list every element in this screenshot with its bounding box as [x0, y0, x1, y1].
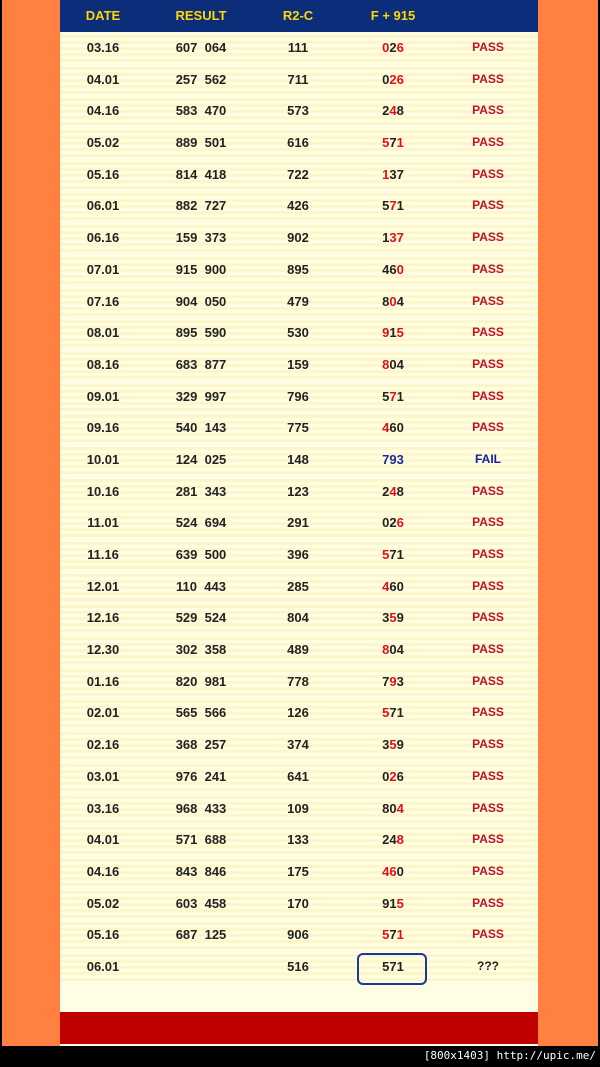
cell-f915 — [356, 222, 430, 254]
cell-date: 08.16 — [86, 356, 120, 372]
status-badge: PASS — [472, 515, 504, 530]
table-row — [60, 222, 538, 254]
cell-result — [156, 951, 246, 983]
table-row — [60, 32, 538, 64]
cell-date: 04.16 — [86, 103, 120, 119]
f915-digit: 8 — [396, 103, 404, 119]
cell-r2c: 796 — [287, 388, 309, 404]
cell-r2c: 775 — [287, 420, 309, 436]
table-body — [60, 32, 538, 983]
f915-digit: 0 — [389, 642, 397, 658]
footer-bar — [60, 1012, 538, 1044]
f915-digit: 0 — [389, 356, 397, 372]
table-row — [60, 697, 538, 729]
status-badge: PASS — [472, 768, 504, 783]
status-badge: PASS — [472, 420, 504, 435]
table-row — [60, 412, 538, 444]
table-row — [60, 317, 538, 349]
cell-date: 04.01 — [86, 71, 120, 87]
cell-f915 — [356, 159, 430, 191]
table-row — [60, 127, 538, 159]
cell-f915 — [356, 856, 430, 888]
status-badge: PASS — [472, 737, 504, 752]
cell-r2c: 291 — [287, 515, 309, 531]
f915-digit: 0 — [382, 768, 390, 784]
f915-digit: 9 — [396, 610, 404, 626]
f915-digit: 2 — [382, 832, 390, 848]
table-row — [60, 634, 538, 666]
watermark: [800x1403] http://upic.me/ — [423, 1049, 596, 1062]
cell-f915 — [356, 602, 430, 634]
f915-digit: 8 — [382, 293, 390, 309]
cell-result: 529 524 — [175, 610, 227, 626]
cell-f915 — [356, 190, 430, 222]
f915-digit: 4 — [382, 578, 390, 594]
cell-r2c: 126 — [287, 705, 309, 721]
cell-result: 895 590 — [175, 325, 227, 341]
f915-digit: 0 — [396, 863, 404, 879]
cell-date: 07.01 — [86, 261, 120, 277]
cell-f915 — [356, 666, 430, 698]
f915-digit: 1 — [396, 705, 404, 721]
status-badge: PASS — [472, 71, 504, 86]
cell-result: 915 900 — [175, 261, 227, 277]
cell-date: 08.01 — [86, 325, 120, 341]
table-row — [60, 95, 538, 127]
f915-digit: 7 — [389, 927, 397, 943]
table-row — [60, 254, 538, 286]
status-badge: PASS — [472, 166, 504, 181]
cell-r2c: 170 — [287, 895, 309, 911]
f915-digit: 4 — [389, 483, 397, 499]
header-r2c: R2-C — [282, 8, 314, 23]
cell-f915 — [356, 349, 430, 381]
cell-f915 — [356, 697, 430, 729]
status-badge: PASS — [472, 927, 504, 942]
status-badge: PASS — [472, 895, 504, 910]
f915-digit: 6 — [396, 768, 404, 784]
cell-result: 110 443 — [176, 578, 226, 594]
cell-f915 — [356, 539, 430, 571]
table-row — [60, 507, 538, 539]
f915-digit: 8 — [382, 356, 390, 372]
f915-digit: 5 — [389, 610, 397, 626]
f915-digit: 0 — [382, 515, 390, 531]
f915-digit: 6 — [389, 578, 397, 594]
cell-f915 — [356, 951, 430, 983]
cell-date: 06.01 — [86, 198, 120, 214]
f915-digit: 7 — [389, 135, 397, 151]
cell-result: 124 025 — [175, 451, 227, 467]
f915-digit: 6 — [396, 515, 404, 531]
cell-f915 — [356, 412, 430, 444]
cell-result: 882 727 — [175, 198, 227, 214]
cell-result: 639 500 — [175, 547, 227, 562]
f915-digit: 8 — [382, 800, 390, 816]
cell-r2c: 374 — [287, 737, 309, 753]
status-badge: PASS — [472, 230, 504, 245]
f915-digit: 8 — [382, 642, 390, 658]
f915-digit: 4 — [389, 832, 397, 848]
cell-r2c: 641 — [287, 768, 309, 784]
f915-digit: 5 — [382, 198, 390, 214]
cell-result: 583 470 — [175, 103, 227, 119]
f915-digit: 0 — [396, 578, 404, 594]
status-badge: PASS — [472, 610, 504, 625]
table-row — [60, 666, 538, 698]
cell-f915 — [356, 888, 430, 920]
cell-date: 01.16 — [86, 673, 120, 689]
cell-r2c: 530 — [287, 325, 309, 341]
f915-digit: 7 — [382, 673, 390, 689]
cell-f915 — [356, 793, 430, 825]
f915-digit: 8 — [396, 483, 404, 499]
table-row — [60, 571, 538, 603]
cell-r2c: 804 — [287, 610, 309, 626]
f915-digit: 0 — [382, 40, 390, 55]
f915-digit: 1 — [389, 895, 397, 911]
f915-digit: 3 — [382, 737, 390, 753]
f915-digit: 7 — [396, 166, 404, 182]
table-row — [60, 286, 538, 318]
f915-digit: 0 — [396, 261, 404, 277]
cell-date: 05.02 — [86, 135, 120, 151]
cell-f915 — [356, 729, 430, 761]
cell-result: 603 458 — [175, 895, 227, 911]
cell-date: 05.02 — [86, 895, 120, 911]
table-row — [60, 190, 538, 222]
cell-result: 281 343 — [175, 483, 227, 499]
f915-digit: 1 — [396, 927, 404, 943]
cell-r2c: 616 — [287, 135, 309, 151]
table-row — [60, 539, 538, 571]
cell-r2c: 573 — [287, 103, 309, 119]
table-row — [60, 159, 538, 191]
table-row — [60, 602, 538, 634]
cell-date: 02.16 — [86, 737, 120, 753]
cell-result: 257 562 — [175, 71, 227, 87]
status-badge: PASS — [472, 356, 504, 371]
f915-digit: 2 — [382, 483, 390, 499]
f915-digit: 7 — [396, 230, 404, 246]
f915-digit: 7 — [389, 547, 397, 562]
cell-date: 09.01 — [86, 388, 120, 404]
cell-r2c: 479 — [287, 293, 309, 309]
f915-digit: 5 — [382, 388, 390, 404]
f915-digit: 1 — [396, 388, 404, 404]
f915-digit: 8 — [396, 832, 404, 848]
cell-result: 976 241 — [175, 768, 227, 784]
cell-date: 10.16 — [86, 483, 120, 499]
cell-date: 02.01 — [86, 705, 120, 721]
table-row — [60, 919, 538, 951]
status-badge: PASS — [472, 863, 504, 878]
table-row — [60, 888, 538, 920]
f915-digit: 0 — [389, 293, 397, 309]
cell-date: 04.16 — [86, 863, 120, 879]
f915-digit: 4 — [396, 642, 404, 658]
cell-result: 368 257 — [175, 737, 227, 753]
f915-digit: 7 — [389, 198, 397, 214]
cell-result: 820 981 — [175, 673, 227, 689]
f915-digit: 2 — [382, 103, 390, 119]
cell-r2c: 516 — [287, 958, 309, 974]
cell-f915 — [356, 64, 430, 96]
f915-digit: 7 — [389, 958, 397, 974]
f915-digit: 0 — [382, 71, 390, 87]
cell-date: 09.16 — [86, 420, 120, 436]
cell-f915 — [356, 286, 430, 318]
cell-date: 05.16 — [86, 927, 120, 943]
status-badge: PASS — [472, 642, 504, 657]
f915-digit: 2 — [389, 768, 397, 784]
f915-digit: 3 — [396, 673, 404, 689]
cell-r2c: 426 — [287, 198, 309, 214]
f915-digit: 3 — [382, 610, 390, 626]
f915-digit: 5 — [382, 135, 390, 151]
f915-digit: 7 — [389, 388, 397, 404]
status-badge: PASS — [472, 261, 504, 276]
f915-digit: 1 — [382, 166, 390, 182]
f915-digit: 9 — [389, 451, 397, 467]
cell-f915 — [356, 824, 430, 856]
cell-f915 — [356, 476, 430, 508]
f915-digit: 6 — [396, 40, 404, 55]
f915-digit: 2 — [389, 71, 397, 87]
f915-digit: 1 — [396, 958, 404, 974]
f915-digit: 5 — [396, 895, 404, 911]
f915-digit: 5 — [396, 325, 404, 341]
status-badge: PASS — [472, 483, 504, 498]
f915-digit: 1 — [382, 230, 390, 246]
status-badge: PASS — [472, 578, 504, 593]
f915-digit: 0 — [389, 800, 397, 816]
cell-r2c: 906 — [287, 927, 309, 943]
cell-r2c: 722 — [287, 166, 309, 182]
status-badge: PASS — [472, 293, 504, 308]
f915-digit: 9 — [382, 895, 390, 911]
f915-digit: 5 — [382, 547, 390, 562]
cell-r2c: 902 — [287, 230, 309, 246]
status-badge: PASS — [472, 388, 504, 403]
cell-result: 302 358 — [175, 642, 227, 658]
status-badge: PASS — [472, 325, 504, 340]
cell-result: 565 566 — [175, 705, 227, 721]
cell-result: 968 433 — [175, 800, 227, 816]
cell-r2c: 159 — [287, 356, 309, 372]
table-row — [60, 793, 538, 825]
cell-r2c: 109 — [287, 800, 309, 816]
table-row — [60, 729, 538, 761]
f915-digit: 0 — [396, 420, 404, 436]
cell-f915 — [356, 444, 430, 476]
cell-result: 524 694 — [175, 515, 227, 531]
cell-date: 03.16 — [86, 40, 120, 55]
table-row — [60, 476, 538, 508]
cell-date: 06.16 — [86, 230, 120, 246]
f915-digit: 1 — [396, 198, 404, 214]
cell-result: 843 846 — [175, 863, 227, 879]
f915-digit: 3 — [389, 230, 397, 246]
cell-date: 11.01 — [87, 515, 119, 531]
cell-result: 683 877 — [175, 356, 227, 372]
cell-f915 — [356, 571, 430, 603]
f915-digit: 1 — [389, 325, 397, 341]
status-badge: FAIL — [475, 451, 501, 466]
cell-result: 687 125 — [175, 927, 227, 943]
status-badge: ??? — [477, 958, 499, 973]
status-badge: PASS — [472, 832, 504, 847]
f915-digit: 9 — [396, 737, 404, 753]
cell-f915 — [356, 507, 430, 539]
f915-digit: 6 — [396, 71, 404, 87]
f915-digit: 4 — [389, 103, 397, 119]
f915-digit: 5 — [382, 958, 390, 974]
results-table — [60, 0, 538, 1046]
f915-digit: 1 — [396, 135, 404, 151]
header-result: RESULT — [175, 8, 227, 23]
f915-digit: 4 — [396, 293, 404, 309]
f915-digit: 4 — [382, 863, 390, 879]
cell-date: 12.30 — [86, 642, 120, 658]
cell-f915 — [356, 317, 430, 349]
cell-date: 05.16 — [86, 166, 120, 182]
f915-digit: 2 — [389, 515, 397, 531]
status-badge: PASS — [472, 40, 504, 54]
status-badge: PASS — [472, 800, 504, 815]
table-row — [60, 444, 538, 476]
status-badge: PASS — [472, 135, 504, 150]
table-row — [60, 951, 538, 983]
table-row — [60, 381, 538, 413]
cell-r2c: 285 — [287, 578, 309, 594]
cell-date: 06.01 — [86, 958, 120, 974]
cell-result: 540 143 — [175, 420, 227, 436]
cell-f915 — [356, 127, 430, 159]
cell-date: 12.16 — [86, 610, 120, 626]
header-f915: F + 915 — [370, 8, 416, 23]
cell-r2c: 111 — [287, 40, 309, 55]
cell-r2c: 148 — [287, 451, 309, 467]
table-header — [60, 0, 538, 32]
cell-date: 07.16 — [86, 293, 120, 309]
status-badge: PASS — [472, 705, 504, 720]
table-row — [60, 349, 538, 381]
cell-result: 159 373 — [175, 230, 227, 246]
cell-r2c: 711 — [287, 71, 309, 87]
f915-digit: 6 — [389, 261, 397, 277]
cell-f915 — [356, 634, 430, 666]
cell-date: 03.16 — [86, 800, 120, 816]
cell-date: 10.01 — [86, 451, 120, 467]
status-badge: PASS — [472, 547, 504, 561]
cell-f915 — [356, 32, 430, 64]
cell-date: 12.01 — [86, 578, 120, 594]
f915-digit: 5 — [382, 927, 390, 943]
cell-result: 889 501 — [175, 135, 227, 151]
cell-f915 — [356, 919, 430, 951]
cell-f915 — [356, 95, 430, 127]
f915-digit: 4 — [396, 800, 404, 816]
f915-digit: 4 — [382, 420, 390, 436]
f915-digit: 9 — [382, 325, 390, 341]
f915-digit: 3 — [396, 451, 404, 467]
cell-date: 04.01 — [86, 832, 120, 848]
cell-r2c: 396 — [287, 547, 309, 562]
cell-r2c: 175 — [287, 863, 309, 879]
f915-digit: 7 — [382, 451, 390, 467]
cell-r2c: 778 — [287, 673, 309, 689]
f915-digit: 6 — [389, 420, 397, 436]
table-row — [60, 824, 538, 856]
f915-digit: 9 — [389, 673, 397, 689]
cell-f915 — [356, 761, 430, 793]
f915-digit: 2 — [389, 40, 397, 55]
cell-result: 814 418 — [175, 166, 227, 182]
cell-f915 — [356, 381, 430, 413]
f915-digit: 4 — [396, 356, 404, 372]
status-badge: PASS — [472, 103, 504, 118]
page-background — [2, 0, 598, 1046]
f915-digit: 5 — [382, 705, 390, 721]
cell-r2c: 489 — [287, 642, 309, 658]
cell-r2c: 895 — [287, 261, 309, 277]
f915-digit: 6 — [389, 863, 397, 879]
cell-f915 — [356, 254, 430, 286]
table-row — [60, 856, 538, 888]
cell-date: 03.01 — [86, 768, 120, 784]
table-row — [60, 761, 538, 793]
cell-date: 11.16 — [87, 547, 119, 562]
cell-r2c: 123 — [287, 483, 309, 499]
f915-digit: 4 — [382, 261, 390, 277]
status-badge: PASS — [472, 198, 504, 213]
header-date: DATE — [85, 8, 121, 23]
f915-digit: 3 — [389, 166, 397, 182]
cell-result: 329 997 — [175, 388, 227, 404]
cell-result: 904 050 — [175, 293, 227, 309]
cell-result: 607 064 — [175, 40, 227, 55]
status-badge: PASS — [472, 673, 504, 688]
cell-r2c: 133 — [287, 832, 309, 848]
f915-digit: 1 — [396, 547, 404, 562]
f915-digit: 7 — [389, 705, 397, 721]
f915-digit: 5 — [389, 737, 397, 753]
cell-result: 571 688 — [175, 832, 227, 848]
table-row — [60, 64, 538, 96]
